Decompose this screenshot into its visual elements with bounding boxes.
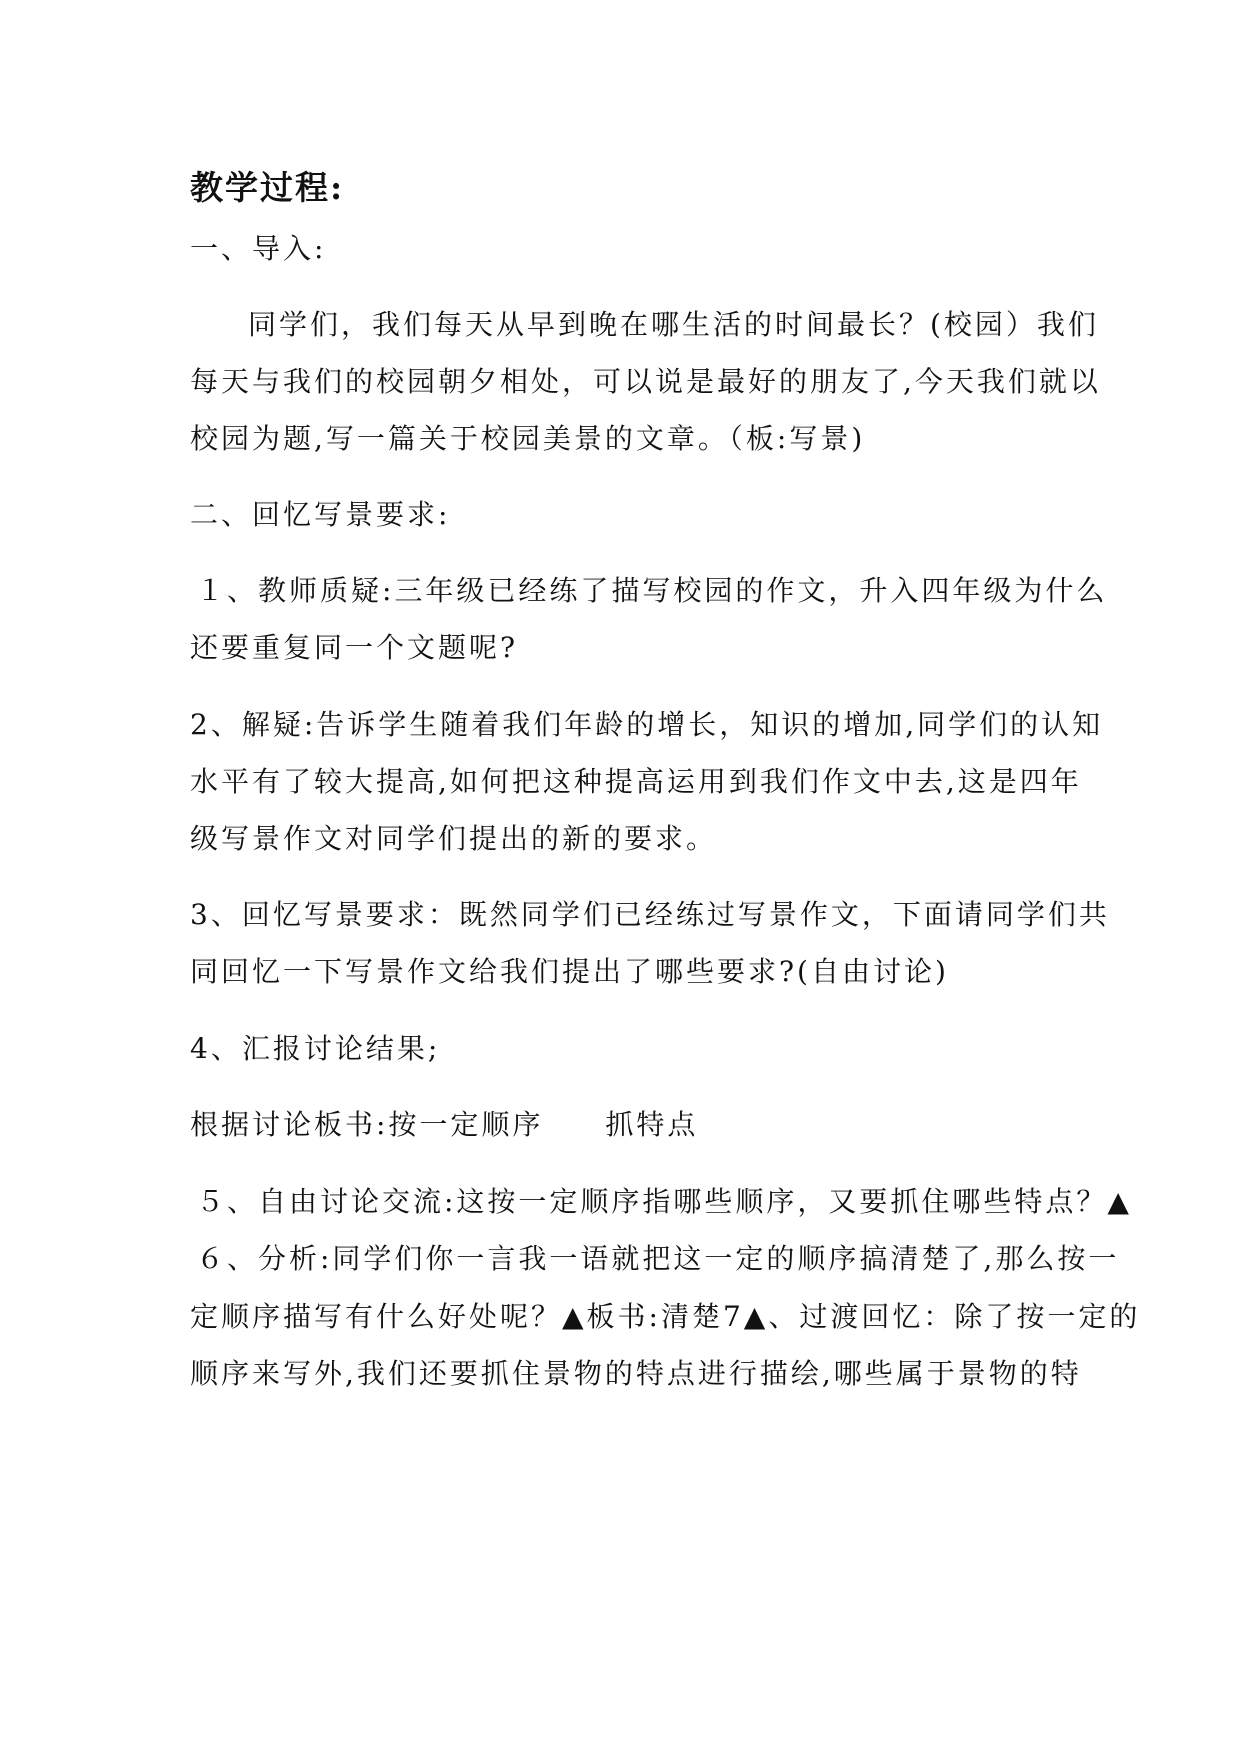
paragraph-line: ６、分析:同学们你一言我一语就把这一定的顺序搞清楚了,那么按一	[196, 1242, 1120, 1275]
paragraph-line: 还要重复同一个文题呢?	[190, 631, 519, 664]
paragraph-line: 同回忆一下写景作文给我们提出了哪些要求?(自由讨论)	[190, 955, 949, 988]
paragraph-line: 4、汇报讨论结果;	[190, 1032, 441, 1065]
paragraph-line: 级写景作文对同学们提出的新的要求。	[190, 822, 718, 855]
section-heading-requirements: 二、回忆写景要求:	[190, 498, 451, 531]
paragraph-line: 根据讨论板书:按一定顺序 抓特点	[190, 1108, 699, 1141]
section-heading-intro: 一、导入:	[190, 232, 327, 265]
page-title: 教学过程:	[190, 168, 345, 207]
paragraph-line: １、教师质疑:三年级已经练了描写校园的作文，升入四年级为什么	[196, 574, 1108, 607]
paragraph-line: 3、回忆写景要求：既然同学们已经练过写景作文，下面请同学们共	[190, 898, 1110, 931]
paragraph-line: 顺序来写外,我们还要抓住景物的特点进行描绘,哪些属于景物的特	[190, 1357, 1082, 1390]
paragraph-line: ５、自由讨论交流:这按一定顺序指哪些顺序，又要抓住哪些特点？▲	[196, 1185, 1132, 1218]
paragraph-line: 定顺序描写有什么好处呢？▲板书:清楚7▲、过渡回忆：除了按一定的	[190, 1300, 1141, 1333]
paragraph-line: 每天与我们的校园朝夕相处，可以说是最好的朋友了,今天我们就以	[190, 365, 1101, 398]
paragraph-line: 同学们，我们每天从早到晚在哪生活的时间最长？(校园）我们	[248, 308, 1099, 341]
paragraph-line: 2、解疑:告诉学生随着我们年龄的增长，知识的增加,同学们的认知	[190, 708, 1104, 741]
paragraph-line: 校园为题,写一篇关于校园美景的文章。（板:写景)	[190, 422, 866, 455]
paragraph-line: 水平有了较大提高,如何把这种提高运用到我们作文中去,这是四年	[190, 765, 1082, 798]
